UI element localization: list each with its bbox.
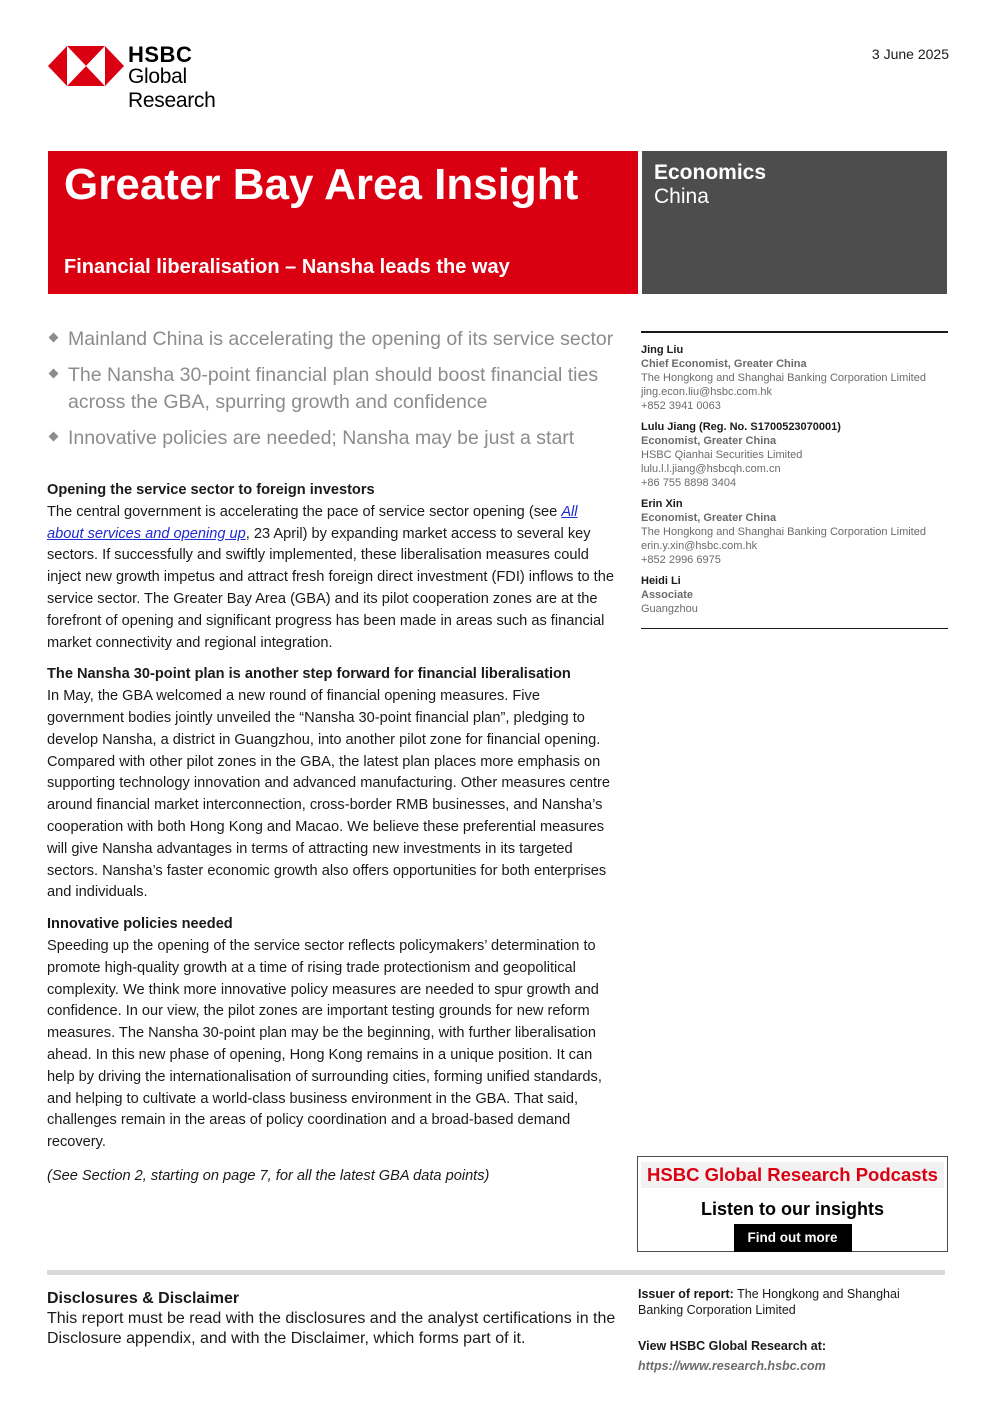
analyst-role: Chief Economist, Greater China bbox=[641, 358, 807, 370]
podcast-tagline: Listen to our insights bbox=[701, 1199, 884, 1219]
section-heading: The Nansha 30-point plan is another step forward for financial liberalisation bbox=[47, 666, 571, 683]
find-out-more-button[interactable]: Find out more bbox=[734, 1224, 852, 1252]
analyst-phone: +852 2996 6975 bbox=[641, 554, 721, 566]
category-primary: Economics bbox=[654, 161, 767, 184]
analyst-name: Lulu Jiang (Reg. No. S1700523070001) bbox=[641, 421, 841, 433]
analyst-card bbox=[641, 343, 948, 413]
analyst-name: Erin Xin bbox=[641, 498, 683, 510]
analyst-role: Economist, Greater China bbox=[641, 512, 777, 524]
report-title: Greater Bay Area Insight bbox=[64, 160, 579, 209]
podcast-title: HSBC Global Research Podcasts bbox=[641, 1162, 944, 1188]
analyst-list bbox=[641, 331, 948, 629]
disclosures-body: This report must be read with the disclosures and the analyst certifications in the Disclosure appendix, and with the Disclaimer, which forms part of it. bbox=[47, 1310, 616, 1347]
disclosures-heading: Disclosures & Disclaimer bbox=[47, 1290, 240, 1307]
issuer-value: The Hongkong and Shanghai Banking Corporation Limited bbox=[638, 1287, 900, 1317]
section-note: (See Section 2, starting on page 7, for all the latest GBA data points) bbox=[47, 1167, 490, 1184]
hsbc-logo bbox=[48, 42, 278, 112]
analyst-name: Heidi Li bbox=[641, 575, 681, 587]
report-subtitle: Financial liberalisation – Nansha leads the way bbox=[64, 256, 510, 278]
report-date: 3 June 2025 bbox=[871, 46, 949, 62]
issuer-info bbox=[638, 1287, 938, 1318]
key-points bbox=[48, 326, 628, 461]
analyst-phone: +86 755 8898 3404 bbox=[641, 477, 737, 489]
report-link[interactable]: All about services and opening up bbox=[47, 503, 578, 542]
brand-name: HSBC bbox=[128, 42, 193, 67]
hexagon-logo-icon bbox=[48, 46, 124, 86]
analyst-card bbox=[641, 420, 948, 490]
issuer-label: Issuer of report: bbox=[638, 1287, 734, 1301]
analyst-name: Jing Liu bbox=[641, 344, 684, 356]
analyst-role: Associate bbox=[641, 589, 693, 601]
section-heading: Innovative policies needed bbox=[47, 916, 233, 933]
key-point: Mainland China is accelerating the opening of its service sector bbox=[48, 326, 628, 353]
analyst-role: Economist, Greater China bbox=[641, 435, 777, 447]
analyst-org: The Hongkong and Shanghai Banking Corporation Limited bbox=[641, 372, 926, 384]
analyst-org: HSBC Qianhai Securities Limited bbox=[641, 449, 803, 461]
diamond-bullet-icon bbox=[49, 432, 59, 442]
analyst-card bbox=[641, 497, 948, 567]
key-point: Innovative policies are needed; Nansha may be just a start bbox=[48, 425, 628, 452]
section-paragraph: In May, the GBA welcomed a new round of financial opening measures. Five government bodies jointly unveiled the “Nansha 30-point financial plan”, pledging to develop Nansha, a district in Guangzhou, into another pilot zone for financial opening. Compared with other pilot zones in the GBA, the latest plan places more emphasis on supporting technology innovation and advanced manufacturing. Other measures centre around financial market interconnection, cross-border RMB businesses, and Nansha’s cooperation with both Hong Kong and Macao. We believe these preferential measures will give Nansha advantages in terms of attracting new investments in its targeted sectors. Nansha’s faster economic growth also offers opportunities for both enterprises and individuals. bbox=[47, 688, 611, 901]
section-paragraph: Speeding up the opening of the service sector reflects policymakers’ determination to promote high-quality growth at a time of rising trade protectionism and geopolitical complexity. We think more innovative policy measures are needed to spur growth and confidence. In our view, the pilot zones are important testing grounds for new reform measures. The Nansha 30-point plan may be the beginning, with further liberalisation ahead. In this new phase of opening, Hong Kong remains in a unique position. It can help by driving the internationalisation of surrounding cities, forming unified standards, and helping to cultivate a world-class business environment in the GBA. That said, challenges remain in the areas of policy coordination and a broad-based demand recovery. bbox=[47, 937, 602, 1151]
key-point: The Nansha 30-point financial plan should boost financial ties across the GBA, spurring growth and confidence bbox=[48, 362, 628, 416]
analyst-phone: +852 3941 0063 bbox=[641, 400, 721, 412]
diamond-bullet-icon bbox=[49, 333, 59, 343]
analyst-card bbox=[641, 574, 948, 616]
report-body bbox=[47, 480, 615, 1198]
disclosures bbox=[47, 1289, 627, 1349]
diamond-bullet-icon bbox=[49, 369, 59, 379]
view-label: View HSBC Global Research at: bbox=[638, 1339, 827, 1353]
brand-subtitle: Global Research bbox=[128, 65, 216, 112]
analyst-email[interactable]: jing.econ.liu@hsbc.com.hk bbox=[641, 386, 773, 398]
analyst-org: Guangzhou bbox=[641, 603, 698, 615]
section-paragraph: The central government is accelerating the pace of service sector opening (see All about services and opening up, 23 April) by expanding market access to several key sectors. If successfully and swiftly implemented, these liberalisation measures could inject new growth impetus and attract fresh foreign direct investment (FDI) inflows to the service sector. The Greater Bay Area (GBA) and its pilot cooperation zones are at the forefront of opening and significant progress has been made in areas such as financial market connectivity and regional integration. bbox=[47, 503, 614, 651]
section-heading: Opening the service sector to foreign investors bbox=[47, 482, 375, 498]
research-url-link[interactable]: https://www.research.hsbc.com bbox=[638, 1359, 826, 1373]
category-band bbox=[642, 151, 947, 294]
footer-divider bbox=[47, 1270, 945, 1275]
podcast-promo bbox=[637, 1156, 948, 1252]
analyst-email[interactable]: erin.y.xin@hsbc.com.hk bbox=[641, 540, 758, 552]
category-secondary: China bbox=[654, 185, 709, 208]
analyst-org: The Hongkong and Shanghai Banking Corporation Limited bbox=[641, 526, 926, 538]
analyst-email[interactable]: lulu.l.l.jiang@hsbcqh.com.cn bbox=[641, 463, 781, 475]
title-band bbox=[48, 151, 638, 294]
view-research bbox=[638, 1336, 938, 1376]
